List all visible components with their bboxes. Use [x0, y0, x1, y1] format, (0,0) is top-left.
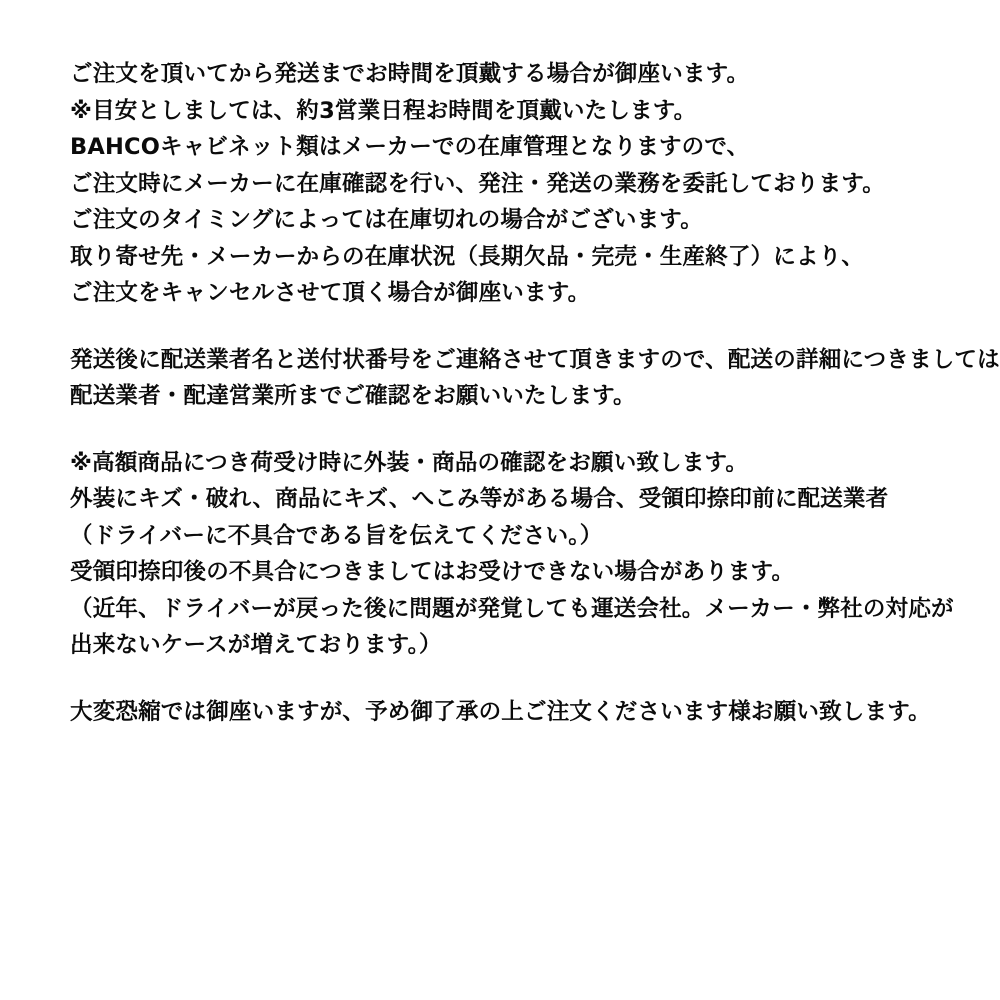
notice-line: ご注文をキャンセルさせて頂く場合が御座います。 [70, 280, 591, 306]
notice-line: 取り寄せ先・メーカーからの在庫状況（長期欠品・完売・生産終了）により、 [70, 243, 865, 270]
notice-line: 発送後に配送業者名と送付状番号をご連絡させて頂きますので、配送の詳細につきましては [70, 346, 1000, 373]
notice-line: 出来ないケースが増えております。） [70, 632, 442, 658]
notice-block-inspection [70, 445, 954, 664]
notice-line: 外装にキズ・破れ、商品にキズ、へこみ等がある場合、受領印捺印前に配送業者 [70, 486, 889, 512]
notice-line: ※高額商品につき荷受け時に外装・商品の確認をお願い致します。 [70, 449, 749, 476]
notice-line: 受領印捺印後の不具合につきましてはお受けできない場合があります。 [70, 559, 795, 585]
notice-line: ※目安としましては、約3営業日程お時間を頂戴いたします。 [70, 97, 697, 124]
notice-line: BAHCOキャビネット類はメーカーでの在庫管理となりますので、 [70, 134, 750, 160]
notice-line: 大変恐縮では御座いますが、予め御了承の上ご注文くださいます様お願い致します。 [70, 698, 931, 725]
notice-line: （ドライバーに不具合である旨を伝えてください。） [70, 522, 603, 549]
notice-block-tracking [70, 342, 1000, 415]
notice-line: ご注文時にメーカーに在庫確認を行い、発注・発送の業務を委託しております。 [70, 170, 885, 197]
notice-line: （近年、ドライバーが戻った後に問題が発覚しても運送会社。メーカー・弊社の対応が [70, 595, 954, 622]
notice-block-lead-time [70, 56, 930, 312]
notice-line: ご注文を頂いてから発送までお時間を頂戴する場合が御座います。 [70, 61, 750, 87]
notice-line: ご注文のタイミングによっては在庫切れの場合がございます。 [70, 207, 703, 233]
notice-line: 配送業者・配達営業所までご確認をお願いいたします。 [70, 383, 636, 409]
notice-block-closing [70, 694, 930, 731]
